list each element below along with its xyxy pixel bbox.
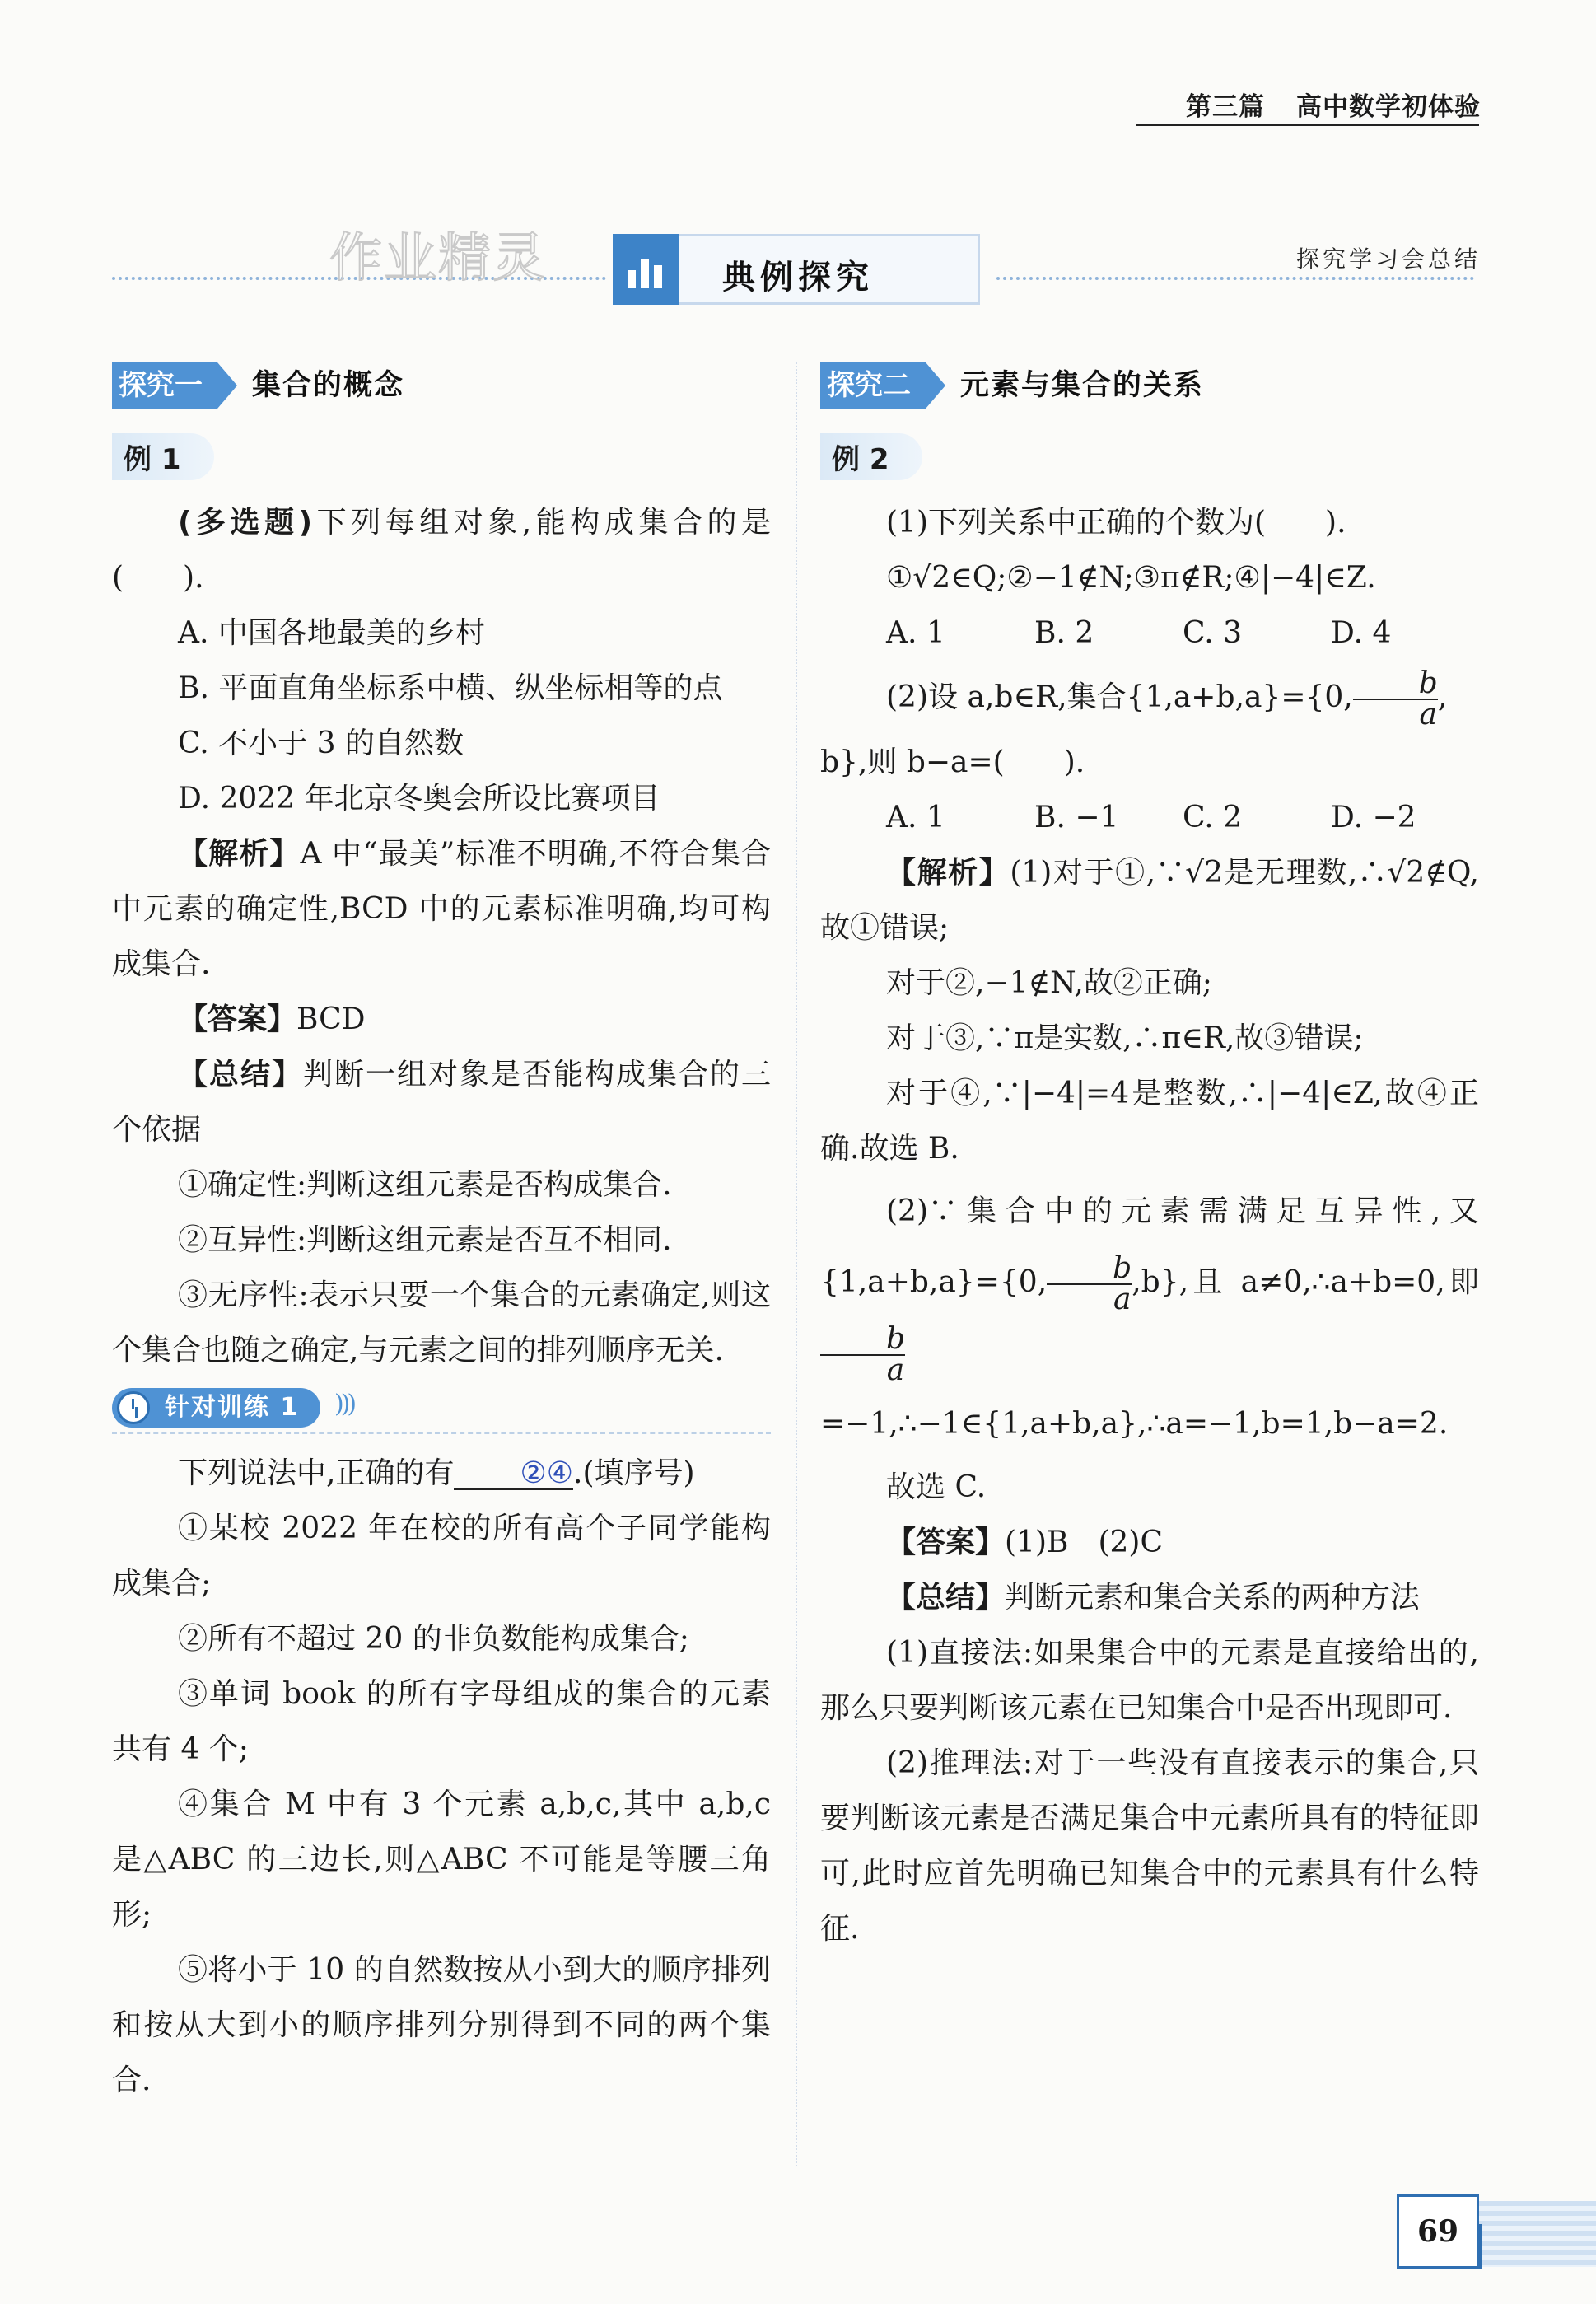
option-b: B. 平面直角坐标系中横、纵坐标相等的点 [178, 671, 723, 705]
option: D. 4 [1331, 616, 1392, 650]
filled-answer: ②④ [454, 1459, 573, 1490]
summary-item: ②互异性:判断这组元素是否互不相同. [178, 1223, 672, 1257]
running-header [1155, 86, 1481, 123]
alarm-clock-icon [117, 1391, 150, 1424]
analysis: 【解析】A 中“最美”标准不明确,不符合集合中元素的确定性,BCD 中的元素标准明确,均可构成集合. [112, 837, 771, 981]
analysis-line: 对于②,−1∉N,故②正确; [886, 966, 1212, 1000]
column-divider [796, 362, 797, 2166]
banner-dots-right [996, 277, 1474, 280]
answer: 【答案】(1)B (2)C [886, 1526, 1164, 1559]
right-column [820, 362, 1479, 1956]
option: A. 1 [886, 616, 945, 650]
analysis: 【解析】(1)对于①,∵√2是无理数,∴√2∉Q,故①错误; [820, 856, 1479, 945]
training-item: ②所有不超过 20 的非负数能构成集合; [178, 1622, 689, 1656]
summary: 【总结】判断元素和集合关系的两种方法 [886, 1581, 1421, 1615]
summary-item: ①确定性:判断这组元素是否构成集合. [178, 1168, 672, 1202]
fraction-b-over-a: $\frac{b}{a}$ [820, 1325, 905, 1386]
left-column [112, 362, 771, 2108]
training-header [112, 1383, 771, 1434]
banner-subtitle: 探究学习会总结 [1295, 245, 1481, 273]
question-1-options [820, 605, 1479, 661]
summary: 【总结】判断一组对象是否能构成集合的三个依据 [112, 1058, 771, 1147]
training-item: ①某校 2022 年在校的所有高个子同学能构成集合; [112, 1512, 771, 1601]
training-item: ⑤将小于 10 的自然数按从小到大的顺序排列和按从大到小的顺序排列分别得到不同的两个集合. [112, 1953, 771, 2097]
option: B. 2 [1034, 616, 1094, 650]
analysis-line: 对于③,∵π是实数,∴π∈R,故③错误; [886, 1021, 1364, 1055]
analysis-part-2: (2)∵集合中的元素需满足互异性,又{1,a+b,a}={0, $\frac{b}{a}$ ,b},且 a≠0,∴a+b=0,即 $\frac{b}{a}$ =−1,∴−1∈{1,a+b,a},∴a=−1,b=1,b−a=2. [820, 1194, 1479, 1441]
option-d: D. 2022 年北京冬奥会所设比赛项目 [178, 782, 660, 816]
section-tag: 探究二 [820, 362, 926, 409]
question-2: (2)设 a,b∈R,集合{1,a+b,a}={0, $\frac{b}{a}$ , [886, 666, 1448, 731]
section-header [820, 362, 1479, 412]
section-title: 集合的概念 [252, 369, 405, 402]
analysis-line: 对于④,∵|−4|=4是整数,∴|−4|∈Z,故④正确.故选 B. [820, 1077, 1479, 1166]
bar-chart-icon [613, 234, 679, 305]
option: C. 3 [1183, 616, 1243, 650]
option: A. 1 [886, 801, 945, 834]
option-a: A. 中国各地最美的乡村 [178, 616, 485, 650]
question-1: (1)下列关系中正确的个数为( ). [886, 506, 1346, 540]
fraction-b-over-a: $\frac{b}{a}$ [1353, 669, 1438, 730]
section-banner [613, 234, 980, 305]
fraction-b-over-a: $\frac{b}{a}$ [1047, 1254, 1132, 1315]
example-label: 例 1 [112, 433, 214, 480]
sound-waves-icon: ))) [334, 1390, 354, 1418]
training-label: 针对训练 1 [112, 1388, 320, 1428]
training-item: ③单词 book 的所有字母组成的集合的元素共有 4 个; [112, 1677, 771, 1766]
page-number: 69 [1397, 2194, 1479, 2269]
example-label: 例 2 [820, 433, 922, 480]
option: D. −2 [1331, 801, 1416, 834]
part-label: 第三篇 [1186, 92, 1265, 122]
question-1-relations: ①√2∈Q;②−1∉N;③π∉R;④|−4|∈Z. [886, 561, 1376, 595]
training-question: 下列说法中,正确的有 ②④.(填序号) [178, 1456, 695, 1490]
watermark: 作业精灵 [329, 228, 547, 289]
question-text: (多选题)下列每组对象,能构成集合的是( ). [112, 506, 771, 595]
chapter-title: 高中数学初体验 [1296, 92, 1481, 122]
page-number-decoration [1474, 2201, 1596, 2267]
section-header [112, 362, 771, 412]
summary-item: (2)推理法:对于一些没有直接表示的集合,只要判断该元素是否满足集合中元素所具有的特征即可,此时应首先明确已知集合中的元素具有什么特征. [820, 1746, 1479, 1946]
option-c: C. 不小于 3 的自然数 [178, 727, 464, 760]
section-tag: 探究一 [112, 362, 217, 409]
option: B. −1 [1034, 801, 1119, 834]
option: C. 2 [1183, 801, 1243, 834]
summary-item: (1)直接法:如果集合中的元素是直接给出的,那么只要判断该元素在已知集合中是否出现即可. [820, 1636, 1479, 1725]
training-item: ④集合 M 中有 3 个元素 a,b,c,其中 a,b,c 是△ABC 的三边长,则△ABC 不可能是等腰三角形; [112, 1788, 771, 1932]
question-2-options [820, 790, 1479, 845]
question-2-cont: b},则 b−a=( ). [820, 745, 1085, 779]
header-rule [1136, 124, 1479, 126]
banner-title: 典例探究 [722, 259, 874, 297]
summary-item: ③无序性:表示只要一个集合的元素确定,则这个集合也随之确定,与元素之间的排列顺序无关. [112, 1278, 771, 1367]
analysis-conclusion: 故选 C. [886, 1470, 987, 1504]
answer: 【答案】BCD [178, 1002, 366, 1036]
section-title: 元素与集合的关系 [960, 369, 1205, 402]
